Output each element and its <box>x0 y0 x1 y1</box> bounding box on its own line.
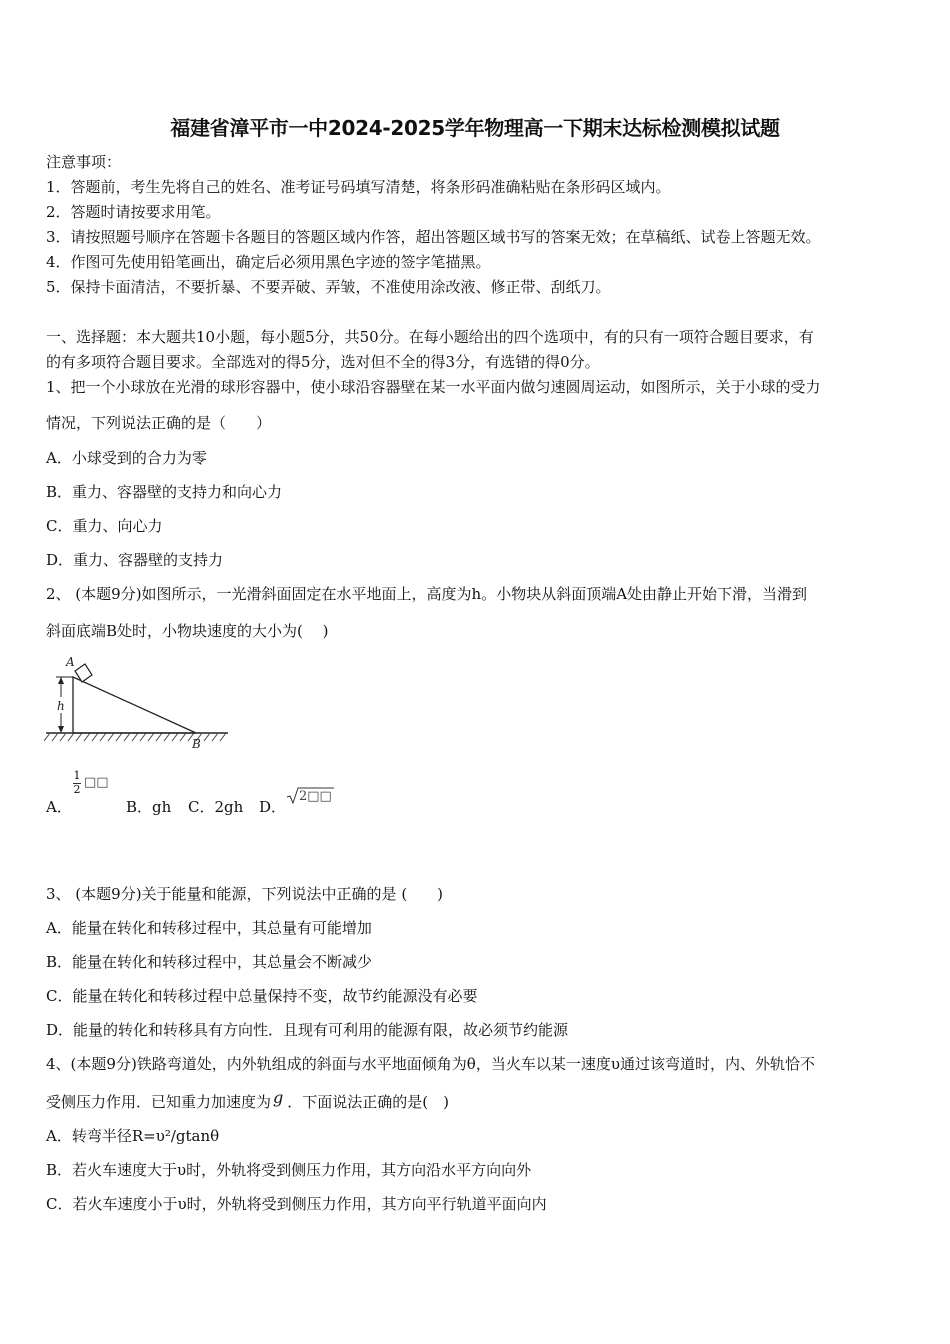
fraction-denominator: 2 <box>73 783 81 796</box>
height-label: h <box>57 699 65 713</box>
page-title: 福建省漳平市一中2024-2025学年物理高一下期末达标检测模拟试题 <box>170 116 780 140</box>
fraction-numerator: 1 <box>73 769 81 782</box>
question-2-option-d-label: D． <box>259 798 287 816</box>
question-1-stem: 情况，下列说法正确的是（ ） <box>46 414 272 432</box>
point-b-label: B <box>192 737 201 750</box>
question-4-option-c: C．若火车速度小于υ时，外轨将受到侧压力作用，其方向平行轨道平面向内 <box>46 1195 547 1213</box>
question-1-option-d: D．重力、容器壁的支持力 <box>46 551 224 569</box>
notice-item: 3．请按照题号顺序在答题卡各题目的答题区域内作答，超出答题区域书写的答案无效；在草稿纸、试卷上答题无效。 <box>46 228 821 246</box>
notice-heading: 注意事项： <box>46 153 122 171</box>
question-2-stem: 斜面底端B处时，小物块速度的大小为( ) <box>46 622 329 640</box>
question-3-option-a: A．能量在转化和转移过程中，其总量有可能增加 <box>46 919 372 937</box>
notice-item: 2．答题时请按要求用笔。 <box>46 203 221 221</box>
notice-item: 4．作图可先使用铅笔画出，确定后必须用黑色字迹的签字笔描黑。 <box>46 253 491 271</box>
point-a-label: A <box>66 655 75 669</box>
question-3-stem: 3、 (本题9分)关于能量和能源，下列说法中正确的是 ( ) <box>46 885 444 903</box>
question-4-stem-post: ．下面说法正确的是( ) <box>287 1093 449 1111</box>
question-2-option-a-label: A． <box>46 798 72 816</box>
gravity-symbol: g <box>273 1088 284 1107</box>
option-d-expression: 2□□ <box>299 789 332 804</box>
question-3-option-d: D．能量的转化和转移具有方向性．且现有可利用的能源有限，故必须节约能源 <box>46 1021 569 1039</box>
question-1-stem: 1、把一个小球放在光滑的球形容器中，使小球沿容器壁在某一水平面内做匀速圆周运动，如图所示，关于小球的受力 <box>46 378 821 396</box>
section-instructions: 一、选择题：本大题共10小题，每小题5分，共50分。在每小题给出的四个选项中，有的只有一项符合题目要求，有 <box>46 328 814 346</box>
notice-item: 5．保持卡面清洁，不要折暴、不要弄破、弄皱，不准使用涂改液、修正带、刮纸刀。 <box>46 278 611 296</box>
question-4-stem-2 <box>46 1088 449 1112</box>
question-3-option-b: B．能量在转化和转移过程中，其总量会不断减少 <box>46 953 373 971</box>
question-1-option-b: B．重力、容器壁的支持力和向心力 <box>46 483 283 501</box>
section-instructions: 的有多项符合题目要求。全部选对的得5分，选对但不全的得3分，有选错的得0分。 <box>46 353 600 371</box>
incline-diagram <box>44 655 234 750</box>
question-1-option-a: A．小球受到的合力为零 <box>46 449 207 467</box>
question-4-option-b: B．若火车速度大于υ时，外轨将受到侧压力作用，其方向沿水平方向向外 <box>46 1161 532 1179</box>
fraction-one-half <box>72 770 82 796</box>
question-2-option-c: C．2gh <box>188 798 244 816</box>
question-4-stem: 4、(本题9分)铁路弯道处，内外轨组成的斜面与水平地面倾角为θ，当火车以某一速度υ通过该弯道时，内、外轨恰不 <box>46 1055 815 1073</box>
notice-item: 1．答题前，考生先将自己的姓名、准考证号码填写清楚，将条形码准确粘贴在条形码区域内。 <box>46 178 671 196</box>
question-4-stem-pre: 受侧压力作用．已知重力加速度为 <box>46 1093 272 1111</box>
option-a-placeholder: □□ <box>84 775 109 790</box>
question-4-option-a: A．转弯半径R=υ²/gtanθ <box>46 1127 220 1145</box>
question-3-option-c: C．能量在转化和转移过程中总量保持不变，故节约能源没有必要 <box>46 987 478 1005</box>
question-1-option-c: C．重力、向心力 <box>46 517 163 535</box>
question-2-stem: 2、 (本题9分)如图所示，一光滑斜面固定在水平地面上，高度为h。小物块从斜面顶端A处由静止开始下滑，当滑到 <box>46 585 808 603</box>
question-2-option-b: B．gh <box>126 798 172 816</box>
